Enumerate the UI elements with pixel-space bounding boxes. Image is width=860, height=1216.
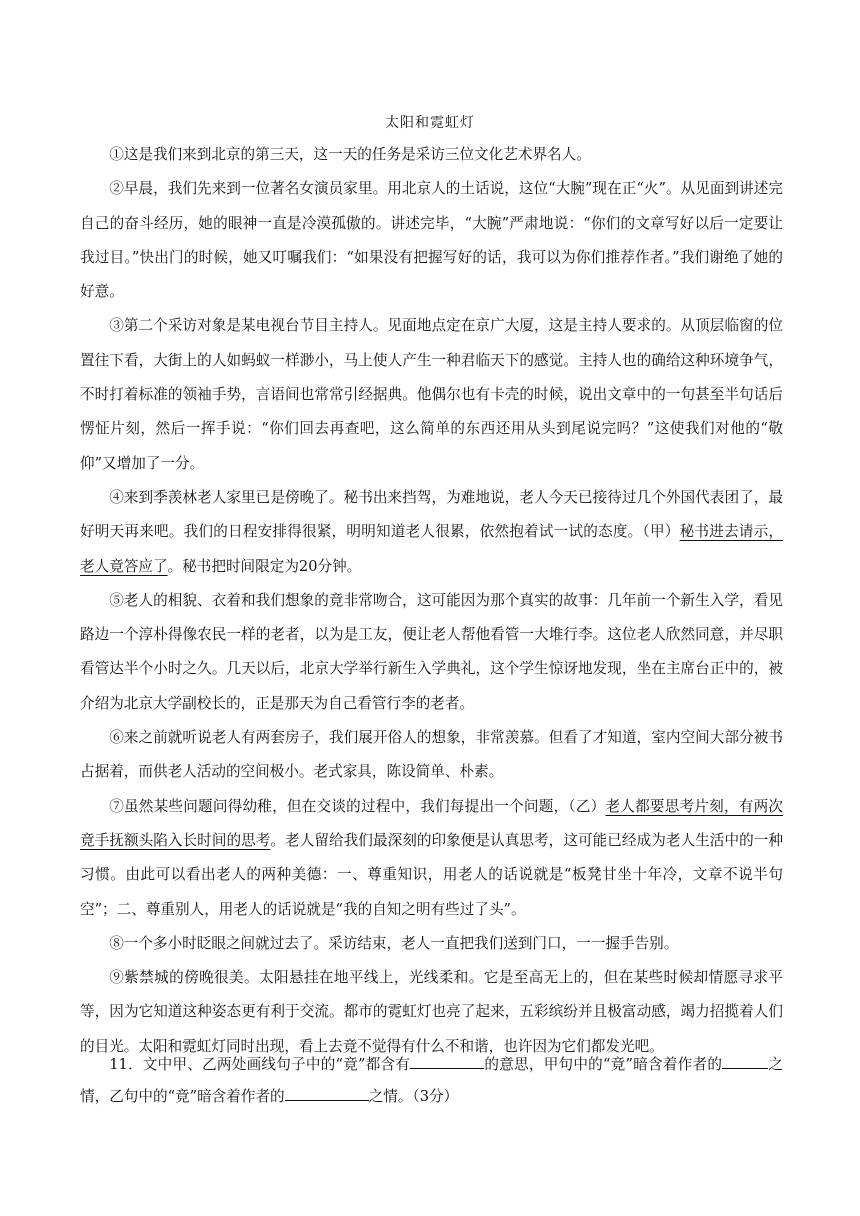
answer-blank-1[interactable] <box>410 1052 484 1069</box>
underlined-sentence-jia: 秘书进去请示，老人竟答应了 <box>80 523 783 575</box>
paragraph-4-text-before: ④来到季羡林老人家里已是傍晚了。秘书出来挡驾，为难地说，老人今天已接待过几个外国代表团了，最好明天再来吧。我们的日程安排得很紧，明明知道老人很累，依然抱着试一试的态度。（甲） <box>80 488 783 541</box>
answer-blank-3[interactable] <box>285 1084 369 1101</box>
paragraph-4-text-after: 。秘书把时间限定为20分钟。 <box>167 557 362 575</box>
paragraph-7 <box>80 790 783 927</box>
paragraph-6: ⑥来之前就听说老人有两套房子，我们展开俗人的想象，非常羡慕。但看了才知道，室内空间大部分被书占据着，而供老人活动的空间极小。老式家具，陈设简单、朴素。 <box>80 729 783 781</box>
paragraph-2: ②早晨，我们先来到一位著名女演员家里。用北京人的土话说，这位“大腕”现在正“火”。从见面到讲述完自己的奋斗经历，她的眼神一直是冷漠孤傲的。讲述完毕，“大腕”严肃地说：“你们的文章写好以后一定要让我过目。”快出门的时候，她又叮嘱我们：“如果没有把握写好的话，我可以为你们推荐作者。”我们谢绝了她的好意。 <box>80 180 783 301</box>
question-11 <box>80 1049 783 1113</box>
paragraph-8: ⑧一个多小时眨眼之间就过去了。采访结束，老人一直把我们送到门口，一一握手告别。 <box>109 934 679 952</box>
paragraph-9: ⑨紫禁城的傍晚很美。太阳悬挂在地平线上，光线柔和。它是至高无上的，但在某些时候却情愿寻求平等，因为它知道这种姿态更有利于交流。都市的霓虹灯也亮了起来，五彩缤纷并且极富动感，竭力招揽着人们的目光。太阳和霓虹灯同时出现，看上去竟不觉得有什么不和谐，也许因为它们都发光吧。 <box>80 969 783 1055</box>
article-body <box>80 138 783 1064</box>
paragraph-7-text-before: ⑦虽然某些问题问得幼稚，但在交谈的过程中，我们每提出一个问题，（乙） <box>109 797 606 815</box>
paragraph-5: ⑤老人的相貌、衣着和我们想象的竟非常吻合，这可能因为那个真实的故事：几年前一个新生入学，看见路边一个淳朴得像农民一样的老者，以为是工友，便让老人帮他看管一大堆行李。这位老人欣然同意，并尽职看管达半个小时之久。几天以后，北京大学举行新生入学典礼，这个学生惊讶地发现，坐在主席台正中的，被介绍为北京大学副校长的，正是那天为自己看管行李的老者。 <box>80 591 783 712</box>
article-title: 太阳和霓虹灯 <box>385 115 475 131</box>
paragraph-1: ①这是我们来到北京的第三天，这一天的任务是采访三位文化艺术界名人。 <box>109 146 591 163</box>
question-text-3: 之情，乙句中的“竟”暗含着作者的 <box>80 1056 783 1105</box>
answer-blank-2[interactable] <box>722 1052 768 1069</box>
paragraph-4 <box>80 481 783 584</box>
paragraph-7-text-after: 。老人留给我们最深刻的印象便是认真思考，这可能已经成为老人生活中的一种习惯。由此可以看出老人的两种美德：一、尊重知识，用老人的话说就是“板凳甘坐十年冷，文章不说半句空”；二、尊重别人，用老人的话说就是“我的自知之明有些过了头”。 <box>80 831 783 918</box>
question-text-4: 之情。（3分） <box>368 1088 459 1105</box>
paragraph-3: ③第二个采访对象是某电视台节目主持人。见面地点定在京广大厦，这是主持人要求的。从顶层临窗的位置往下看，大街上的人如蚂蚁一样渺小，马上使人产生一种君临天下的感觉。主持人也的确给这种环境争气，不时打着标准的领袖手势，言语间也常常引经据典。他偶尔也有卡壳的时候，说出文章中的一句甚至半句话后愣怔片刻，然后一挥手说：“你们回去再查吧，这么简单的东西还用从头到尾说完吗？”这使我们对他的“敬仰”又增加了一分。 <box>80 317 783 472</box>
question-text-1: 11．文中甲、乙两处画线句子中的“竟”都含有 <box>109 1056 411 1073</box>
underlined-sentence-yi: 老人都要思考片刻，有两次竟手抚额头陷入长时间的思考 <box>80 797 783 849</box>
question-text-2: 的意思，甲句中的“竟”暗含着作者的 <box>484 1056 723 1073</box>
